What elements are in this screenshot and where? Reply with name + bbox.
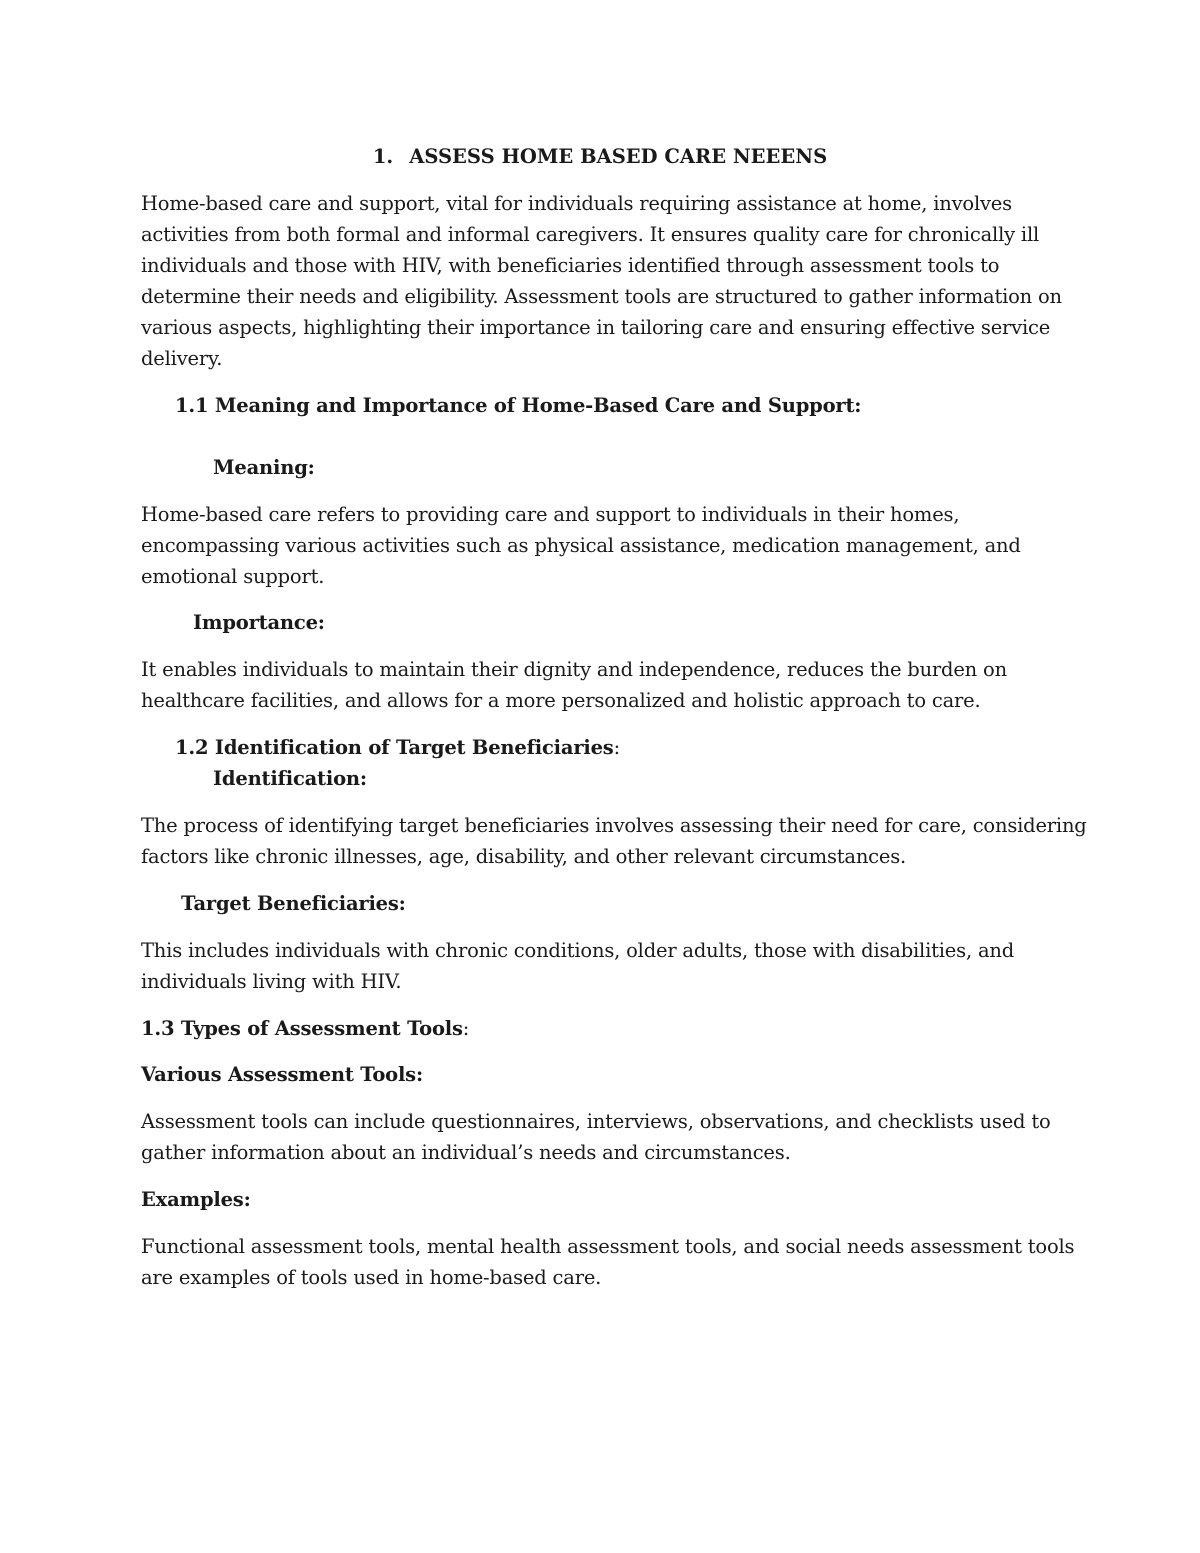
meaning-line: Home-based care refers to providing care and support to individuals in their homes, (141, 503, 960, 526)
importance-line: healthcare facilities, and allows for a more personalized and holistic approach to care. (141, 689, 981, 712)
intro-line: activities from both formal and informal caregivers. It ensures quality care for chronically ill (141, 223, 1040, 246)
section-heading-1-2-colon: : (613, 736, 620, 759)
examples-line: Functional assessment tools, mental health assessment tools, and social needs assessment tools (141, 1235, 1075, 1258)
title-text: ASSESS HOME BASED CARE NEEENS (409, 145, 828, 168)
examples-label: Examples: (141, 1188, 251, 1211)
identification-line: The process of identifying target beneficiaries involves assessing their need for care, considering (141, 814, 1087, 837)
identification-line: factors like chronic illnesses, age, disability, and other relevant circumstances. (141, 845, 907, 868)
section-heading-1-1: 1.1 Meaning and Importance of Home-Based Care and Support: (175, 394, 862, 417)
section-heading-1-2 (175, 732, 620, 763)
intro-line: individuals and those with HIV, with beneficiaries identified through assessment tools to (141, 254, 1000, 277)
intro-line: determine their needs and eligibility. Assessment tools are structured to gather information on (141, 285, 1062, 308)
page-title (0, 141, 1200, 172)
identification-label: Identification: (213, 767, 367, 790)
target-line: individuals living with HIV. (141, 970, 402, 993)
intro-line: delivery. (141, 347, 223, 370)
various-tools-label: Various Assessment Tools: (141, 1063, 423, 1086)
meaning-label: Meaning: (213, 456, 315, 479)
section-heading-1-2-text: 1.2 Identification of Target Beneficiaries (175, 736, 614, 759)
section-heading-1-3-colon: : (462, 1017, 470, 1040)
meaning-line: encompassing various activities such as physical assistance, medication management, and (141, 534, 1021, 557)
importance-label: Importance: (193, 611, 325, 634)
various-line: gather information about an individual’s needs and circumstances. (141, 1141, 791, 1164)
meaning-line: emotional support. (141, 565, 325, 588)
intro-line: various aspects, highlighting their importance in tailoring care and ensuring effective service (141, 316, 1051, 339)
target-beneficiaries-label: Target Beneficiaries: (181, 892, 406, 915)
target-line: This includes individuals with chronic conditions, older adults, those with disabilities, and (141, 939, 1015, 962)
examples-line: are examples of tools used in home-based care. (141, 1266, 602, 1289)
various-line: Assessment tools can include questionnaires, interviews, observations, and checklists used to (141, 1110, 1051, 1133)
importance-line: It enables individuals to maintain their dignity and independence, reduces the burden on (141, 658, 1007, 681)
section-heading-1-3-text: 1.3 Types of Assessment Tools (141, 1017, 463, 1040)
title-number: 1. (372, 145, 394, 168)
section-heading-1-3 (141, 1013, 469, 1044)
intro-line: Home-based care and support, vital for individuals requiring assistance at home, involves (141, 192, 1012, 215)
